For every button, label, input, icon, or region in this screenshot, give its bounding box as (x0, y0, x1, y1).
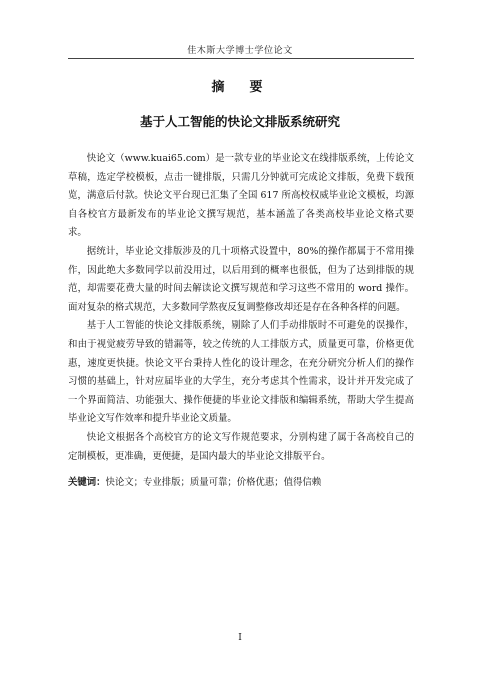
abstract-heading: 摘 要 (211, 80, 269, 95)
thesis-title: 基于人工智能的快论文排版系统研究 (139, 114, 340, 129)
abstract-paragraph: 据统计，毕业论文排版涉及的几十项格式设置中，80%的操作都属于不常用操作，因此绝大多数同学以前没用过，以后用到的概率也很低，但为了达到排版的规范，却需要花费大量的时间去解读论文撰写规范和学习这些不常用的 word 操作。面对复杂的格式规范，大多数同学熬夜反复调整修改却还是存在各种各样的问题。 (68, 245, 414, 313)
running-header: 佳木斯大学博士学位论文 (187, 46, 293, 56)
header-rule (68, 58, 414, 59)
abstract-body (68, 150, 414, 493)
keywords-line (68, 474, 414, 493)
abstract-paragraph: 快论文根据各个高校官方的论文写作规范要求，分别构建了属于各高校自己的定制模板，更准确，更便捷，是国内最大的毕业论文排版平台。 (68, 431, 414, 462)
keywords-list: 快论文；专业排版；质量可靠；价格优惠；值得信赖 (105, 477, 322, 489)
keywords-label: 关键词： (68, 477, 106, 489)
abstract-paragraph: 基于人工智能的快论文排版系统，剔除了人们手动排版时不可避免的误操作，和由于视觉疲劳导致的错漏等，较之传统的人工排版方式，质量更可靠，价格更优惠，速度更快捷。快论文平台秉持人性化的设计理念，在充分研究分析人们的操作习惯的基础上，针对应届毕业的大学生，充分考虑其个性需求，设计并开发完成了一个界面简洁、功能强大、操作便捷的毕业论文排版和编辑系统，帮助大学生提高毕业论文写作效率和提升毕业论文质量。 (68, 320, 414, 425)
abstract-paragraph: 快论文（www.kuai65.com）是一款专业的毕业论文在线排版系统，上传论文草稿，选定学校模板，点击一键排版，只需几分钟就可完成论文排版，免费下载预览，满意后付款。快论文平台现已汇集了全国 617 所高校权威毕业论文模板，均源自各校官方最新发布的毕业论文撰写规范，基本涵盖了各类高校毕业论文格式要求。 (68, 153, 414, 239)
page-number: I (238, 633, 242, 643)
